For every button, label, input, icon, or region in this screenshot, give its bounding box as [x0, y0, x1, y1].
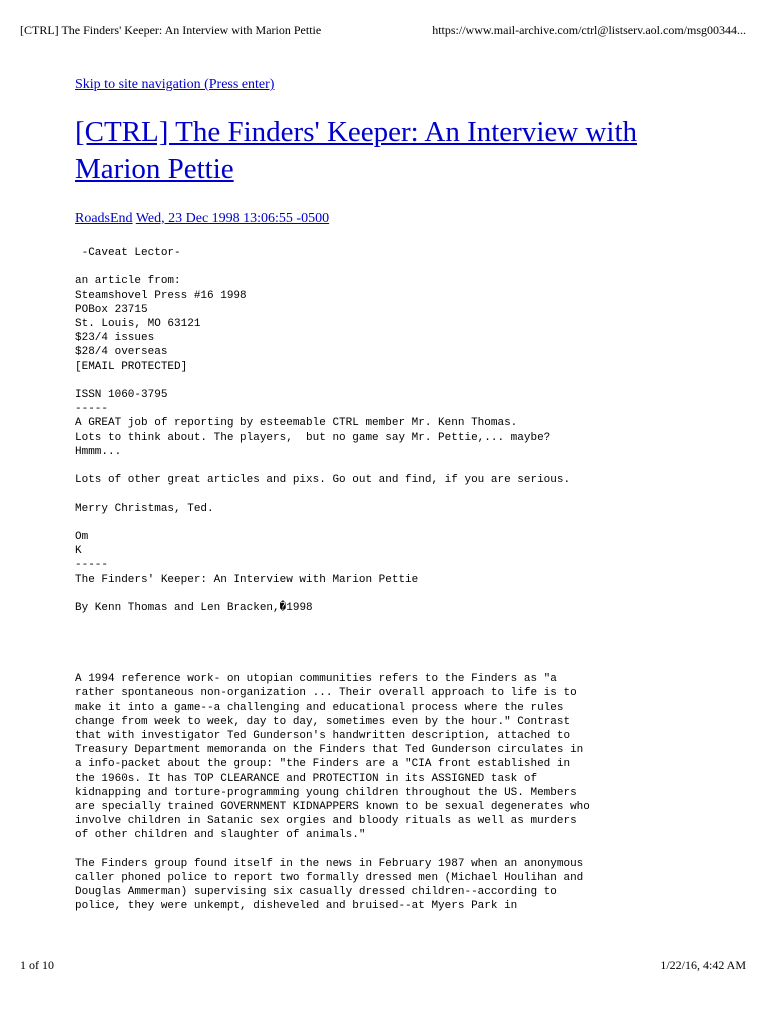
skip-navigation-link[interactable]: Skip to site navigation (Press enter) — [75, 77, 275, 92]
message-meta — [75, 210, 329, 228]
message-body: -Caveat Lector- an article from: Steamshovel Press #16 1998 POBox 23715 St. Louis, MO 63121 $23/4 issues $28/4 overseas [EMAIL PROTECTED] ISSN 1060-3795 ----- A GREAT job of reporting by esteemable CTRL member Mr. Kenn Thomas. Lots to think about. The players, but no game say Mr. Pettie,... maybe? Hmmm... Lots of other great articles and pixs. Go out and find, if you are serious. Merry Christmas, Ted. Om K ----- The Finders' Keeper: An Interview with Marion Pettie By Kenn Thomas and Len Bracken,�1998 A 1994 reference work- on utopian communities refers to the Finders as "a rather spontaneous non-organization ... Their overall approach to life is to make it into a game--a challenging and educational process where the rules change from week to week, day to day, sometimes even by the hour." Contrast that with investigator Ted Gunderson's handwritten description, attached to Treasury Department memoranda on the Finders that Ted Gunderson circulates in a info-packet about the group: "the Finders are a "CIA front established in the 1960s. It has TOP CLEARANCE and PROTECTION in its ASSIGNED task of kidnapping and torture-programming young children throughout the US. Members are specially trained GOVERNMENT KIDNAPPERS known to be sexual degenerates who involve children in Satanic sex orgies and bloody rituals as well as murders of other children and slaughter of animals." The Finders group found itself in the news in February 1987 when an anonymous caller phoned police to report two formally dressed men (Michael Houlihan and Douglas Ammerman) supervising six casually dressed children--according to police, they were unkempt, disheveled and bruised--at Myers Park in — [75, 247, 590, 913]
print-header — [20, 22, 746, 38]
date-link[interactable]: Wed, 23 Dec 1998 13:06:55 -0500 — [135, 211, 330, 226]
print-footer — [20, 957, 746, 973]
print-header-url: https://www.mail-archive.com/ctrl@listserv.aol.com/msg00344... — [432, 23, 746, 37]
page-title[interactable]: [CTRL] The Finders' Keeper: An Interview with Marion Pettie — [75, 116, 638, 185]
author-link[interactable]: RoadsEnd — [75, 211, 133, 226]
print-header-title: [CTRL] The Finders' Keeper: An Interview with Marion Pettie — [20, 23, 322, 37]
print-timestamp: 1/22/16, 4:42 AM — [660, 958, 746, 972]
page-number: 1 of 10 — [20, 958, 54, 972]
